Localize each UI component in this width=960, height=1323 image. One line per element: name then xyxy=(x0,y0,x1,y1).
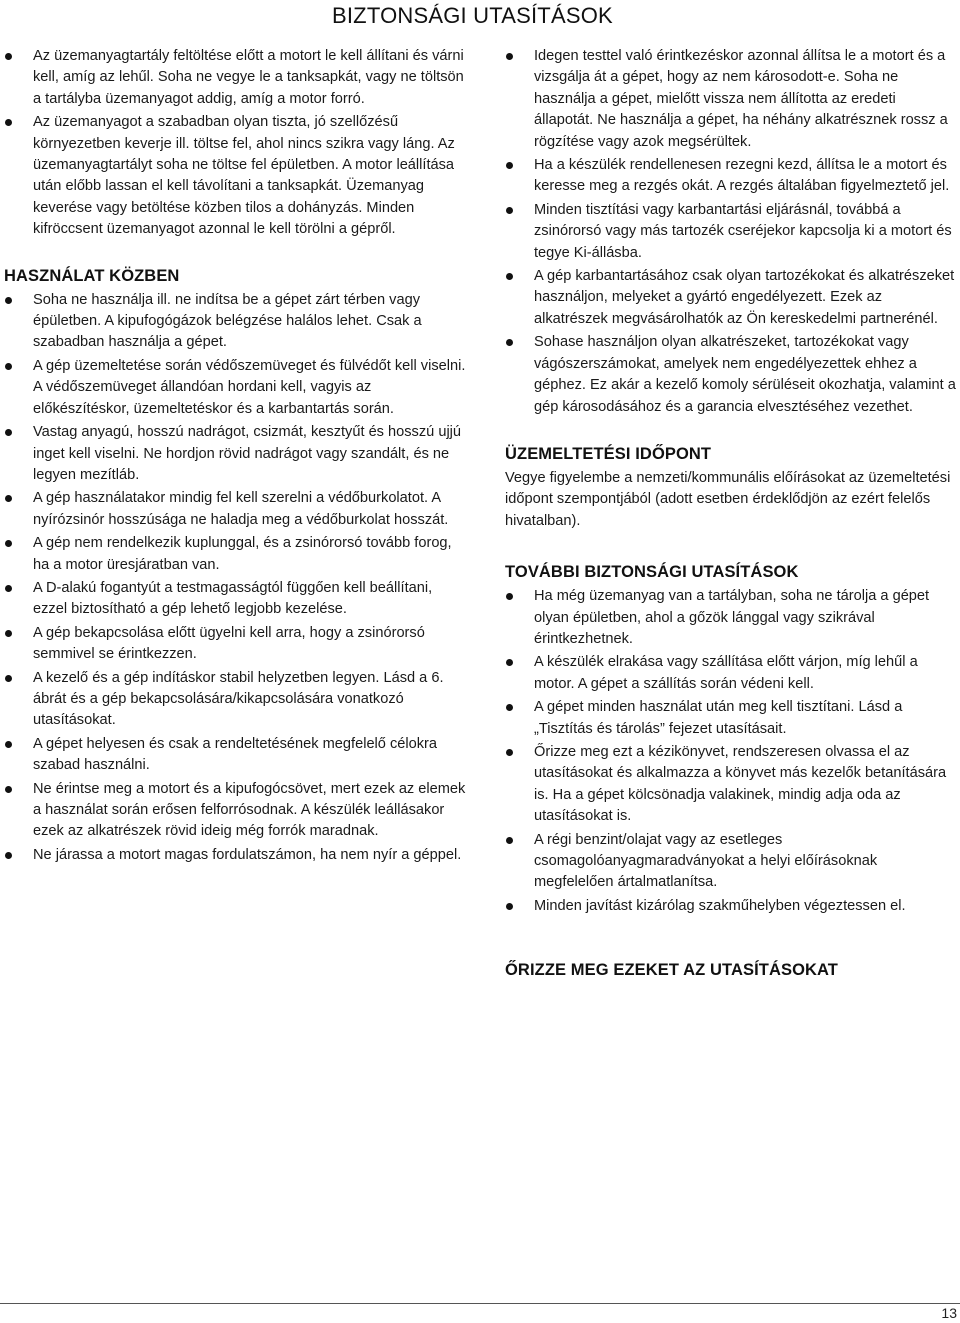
list-item-text: Ha még üzemanyag van a tartályban, soha ne tárolja a gépet olyan épületben, ahol a gőzök lánggal vagy szikrával érintkezhetnek. xyxy=(534,588,930,647)
bullet-icon xyxy=(506,659,513,666)
bullet-icon xyxy=(5,540,12,547)
bullet-icon xyxy=(5,786,12,793)
bullet-icon xyxy=(5,630,12,637)
list-item-text: A gép üzemeltetése során védőszemüveget és fülvédőt kell viselni. A védőszemüveget állandóan hordani kell, vagyis az előkészítéskor, üzemeltetéskor és a karbantartás során. xyxy=(33,357,466,417)
list-item xyxy=(505,652,957,695)
bullet-icon xyxy=(506,903,513,910)
list-item xyxy=(505,896,957,917)
list-item-text: A készülék elrakása vagy szállítása előtt várjon, míg lehűl a motor. A gépet a szállítás során védeni kell. xyxy=(534,654,918,692)
bullet-icon xyxy=(506,162,513,169)
list-item-text: Minden javítást kizárólag szakműhelyben végeztessen el. xyxy=(534,897,906,914)
section-heading-uzemeltetesi-idopont: ÜZEMELTETÉSI IDŐPONT xyxy=(505,444,712,463)
bullet-icon xyxy=(506,704,513,711)
list-item xyxy=(4,46,466,110)
closing-heading: ŐRIZZE MEG EZEKET AZ UTASÍTÁSOKAT xyxy=(505,961,838,980)
list-item xyxy=(4,668,466,732)
list-item-text: Sohase használjon olyan alkatrészeket, tartozékokat vagy vágószerszámokat, amelyek nem engedélyezettek ehhez a géphez. Ez akár a kezelő komoly sérüléseit okozhatja, valamint a gép károsodásához és a garancia elvesztéséhez vezethet. xyxy=(534,334,956,415)
bullet-icon xyxy=(5,119,12,126)
right-intro-list xyxy=(505,46,957,418)
list-item-text: Az üzemanyagtartály feltöltése előtt a motort le kell állítani és várni kell, amíg az lehűl. Soha ne vegye le a tanksapkát, vagy ne töltsön a tartályba üzemanyagot addig, amíg a motor forró. xyxy=(33,48,464,107)
list-item-text: A gépet minden használat után meg kell tisztítani. Lásd a „Tisztítás és tárolás” fejezet utasításait. xyxy=(534,699,903,737)
list-item-text: A gép karbantartásához csak olyan tartozékokat és alkatrészeket használjon, melyeket a gyártó engedélyezett. Ezek az alkatrészek megvásárolhatók az Ön kereskedelmi partnerénél. xyxy=(534,268,955,327)
list-item xyxy=(4,845,466,866)
list-item xyxy=(4,112,466,240)
list-item-text: Őrizze meg ezt a kézikönyvet, rendszeresen olvassa el az utasításokat és alkalmazza a könyvet más kezelők betanítására is. Ha a gépet kölcsönadja valakinek, mindig adja oda az utasításokat is. xyxy=(534,743,947,825)
operating-time-text: Vegye figyelembe a nemzeti/kommunális előírásokat az üzemeltetési időpont szempontjából (adott esetben érdeklődjön az ezért felelős hivatalban). xyxy=(505,469,951,529)
bullet-icon xyxy=(5,53,12,60)
list-item-text: A gép nem rendelkezik kuplunggal, és a zsinórorsó tovább forog, ha a motor üresjáratban van. xyxy=(33,535,452,573)
usage-list xyxy=(4,290,466,867)
list-item-text: Soha ne használja ill. ne indítsa be a gépet zárt térben vagy épületben. A kipufogógázok belégzése halálos lehet. Csak a szabadban használja a gépet. xyxy=(33,291,422,351)
bullet-icon xyxy=(506,207,513,214)
bullet-icon xyxy=(5,429,12,436)
list-item xyxy=(505,155,957,198)
bullet-icon xyxy=(5,363,12,370)
list-item xyxy=(505,742,957,828)
additional-safety-list xyxy=(505,586,957,917)
list-item xyxy=(4,734,466,777)
footer-divider xyxy=(0,1303,960,1304)
list-item-text: A gépet helyesen és csak a rendeltetésének megfelelő célokra szabad használni. xyxy=(33,735,438,774)
list-item-text: Ha a készülék rendellenesen rezegni kezd, állítsa le a motort és keresse meg a rezgés okát. A rezgés általában figyelmeztető jel. xyxy=(534,157,950,195)
list-item-text: A kezelő és a gép indításkor stabil helyzetben legyen. Lásd a 6. ábrát és a gép bekapcsolására/kikapcsolására vonatkozó utasításokat. xyxy=(33,669,444,729)
list-item-text: A gép bekapcsolása előtt ügyelni kell arra, hogy a zsinórorsó semmivel se érintkezzen. xyxy=(33,624,425,663)
bullet-icon xyxy=(506,749,513,756)
right-column xyxy=(505,46,957,980)
bullet-icon xyxy=(5,297,12,304)
bullet-icon xyxy=(5,585,12,592)
list-item-text: A régi benzint/olajat vagy az esetleges csomagolóanyagmaradványokat a helyi előírásoknak megfelelően ártalmatlanítsa. xyxy=(534,831,878,891)
list-item xyxy=(4,290,466,354)
list-item xyxy=(505,266,957,330)
list-item-text: Vastag anyagú, hosszú nadrágot, csizmát, kesztyűt és hosszú ujjú inget kell viselni. Ne hordjon rövid nadrágot vagy szandált, és ne legyen mezítláb. xyxy=(33,424,462,483)
bullet-icon xyxy=(5,495,12,502)
left-intro-list xyxy=(4,46,466,241)
list-item xyxy=(4,356,466,420)
left-column xyxy=(4,46,466,868)
list-item xyxy=(505,200,957,264)
list-item-text: A D-alakú fogantyút a testmagasságtól függően kell beállítani, ezzel biztosítható a gép lehető legjobb kezelése. xyxy=(33,579,433,618)
list-item-text: A gép használatakor mindig fel kell szerelni a védőburkolatot. A nyírózsinór hosszúsága ne haladja meg a védőburkolat hosszát. xyxy=(33,490,449,528)
list-item xyxy=(4,533,466,576)
page-title: BIZTONSÁGI UTASÍTÁSOK xyxy=(332,3,613,28)
section-heading-hasznalat-kozben: HASZNÁLAT KÖZBEN xyxy=(4,266,180,285)
bullet-icon xyxy=(5,852,12,859)
list-item-text: Idegen testtel való érintkezéskor azonnal állítsa le a motort és a vizsgálja át a gépet, hogy az nem károsodott-e. Soha ne használja a gépet, mielőtt vissza nem állította az eredeti állapotát. Ne használja a gépet, ha néhány alkatrésznek rossz a rögzítése vagy azok megsérültek. xyxy=(534,48,948,150)
list-item xyxy=(505,332,957,418)
list-item xyxy=(4,623,466,666)
bullet-icon xyxy=(506,339,513,346)
bullet-icon xyxy=(506,837,513,844)
section-heading-tovabbi-biztonsagi-utasitasok: TOVÁBBI BIZTONSÁGI UTASÍTÁSOK xyxy=(505,563,799,582)
list-item xyxy=(4,779,466,843)
bullet-icon xyxy=(506,593,513,600)
list-item xyxy=(505,830,957,894)
bullet-icon xyxy=(5,675,12,682)
list-item-text: Minden tisztítási vagy karbantartási eljárásnál, továbbá a zsinórorsó vagy más tartozék cseréjekor kapcsolja ki a motort és tegye Ki-állásba. xyxy=(534,201,952,261)
list-item xyxy=(505,46,957,153)
list-item-text: Ne járassa a motort magas fordulatszámon, ha nem nyír a géppel. xyxy=(33,846,462,863)
bullet-icon xyxy=(506,273,513,280)
bullet-icon xyxy=(506,53,513,60)
list-item xyxy=(4,422,466,486)
list-item-text: Ne érintse meg a motort és a kipufogócsövet, mert ezek az elemek a használat során erősen felforrósodnak. A készülék leállásakor ezek az alkatrészek rövid ideig még forrók maradnak. xyxy=(33,780,466,840)
list-item xyxy=(4,578,466,621)
list-item-text: Az üzemanyagot a szabadban olyan tiszta, jó szellőzésű környezetben keverje ill. töltse fel, ahol nincs szikra vagy láng. Az üzemanyagtartályt soha ne töltse fel épületben. A motor leállítása után előbb lassan el kell távolítani a tanksapkát. Üzemanyag keverése vagy betöltése közben tilos a dohányzás. Minden kifröccsent üzemanyagot azonnal le kell törölni a gépről. xyxy=(33,114,455,238)
page-number: 13 xyxy=(941,1305,957,1321)
bullet-icon xyxy=(5,741,12,748)
list-item xyxy=(4,488,466,531)
list-item xyxy=(505,697,957,740)
list-item xyxy=(505,586,957,650)
